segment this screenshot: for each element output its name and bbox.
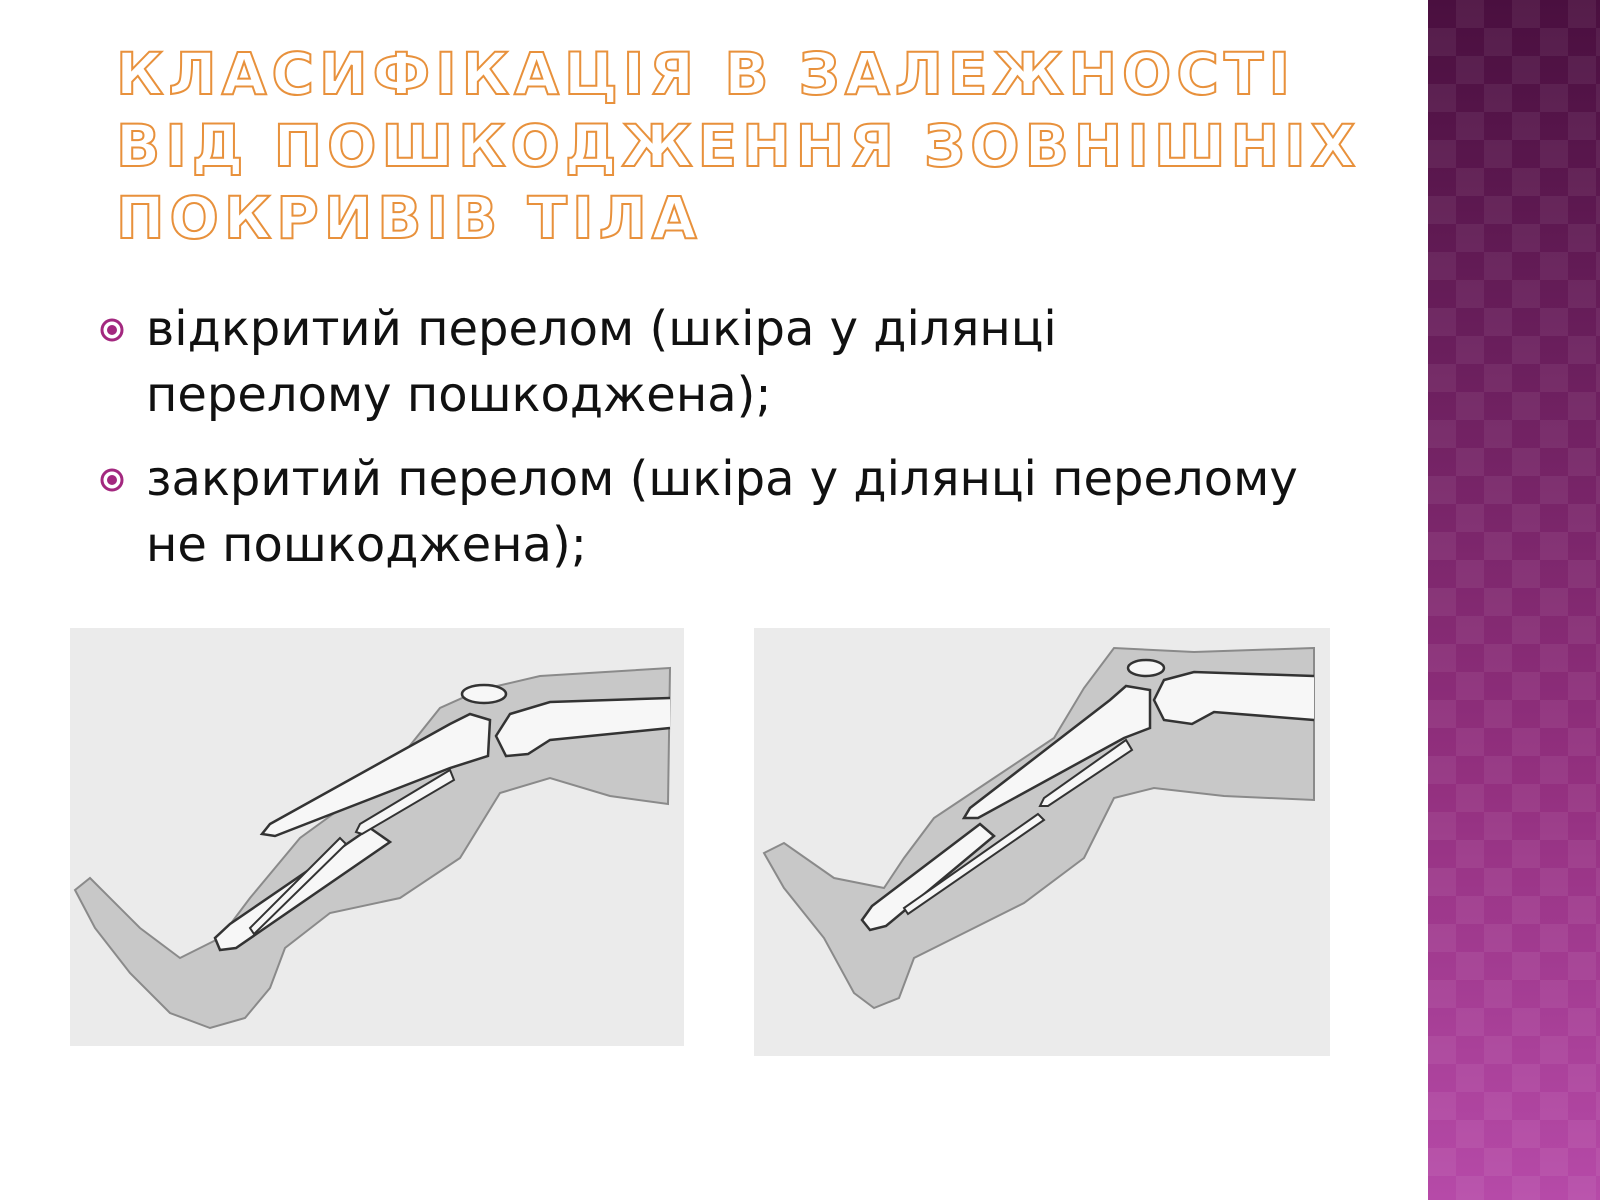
slide-title: КЛАСИФІКАЦІЯ В ЗАЛЕЖНОСТІ ВІД ПОШКОДЖЕННЯ ЗОВНІШНІХ ПОКРИВІВ ТІЛА [116,40,1361,252]
bullet-text: закритий перелом (шкіра у ділянці перелому не пошкоджена); [146,451,1298,573]
open-fracture-illustration [70,628,684,1046]
diamond-pattern [1428,0,1600,1200]
decorative-side-band [1428,0,1600,1200]
bullet-list [100,296,1300,596]
bullet-item-open-fracture [100,296,1300,428]
circled-dot-icon [100,468,124,492]
closed-fracture-illustration [754,628,1330,1056]
circled-dot-icon [100,318,124,342]
bullet-item-closed-fracture [100,446,1300,578]
bullet-text: відкритий перелом (шкіра у ділянці перелому пошкоджена); [146,301,1057,423]
